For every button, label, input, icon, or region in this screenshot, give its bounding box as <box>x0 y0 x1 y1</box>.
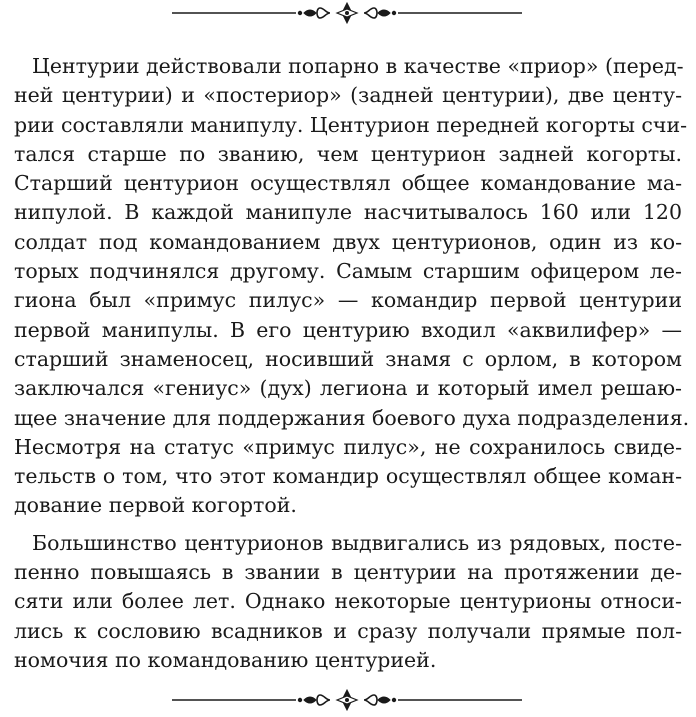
document-body <box>14 52 690 675</box>
paragraph-2 <box>14 529 682 675</box>
text-line: Несмотря на статус «примус пилус», не сохранилось свиде- <box>14 434 682 459</box>
text-line: тался старше по званию, чем центурион задней когорты. <box>14 141 682 166</box>
text-line: сяти или более лет. Однако некоторые центурионы относи- <box>14 589 682 614</box>
text-line: торых подчинялся другому. Самым старшим офицером ле- <box>14 259 682 284</box>
text-line: пенно повышаясь в звании в центурии на протяжении де- <box>14 560 682 585</box>
text-line: номочия по командованию центурией. <box>14 647 437 672</box>
text-line: рии составляли манипулу. Центурион передней когорты счи- <box>14 112 688 137</box>
text-line: щее значение для поддержания боевого духа подразделения. <box>14 405 690 430</box>
text-line: гиона был «примус пилус» — командир первой центурии <box>14 288 682 313</box>
paragraph-1 <box>14 52 690 521</box>
text-line: первой манипулы. В его центурию входил «аквилифер» — <box>14 317 682 342</box>
text-line: дование первой когортой. <box>14 493 297 518</box>
text-line: старший знаменосец, носивший знамя с орлом, в котором <box>14 346 682 371</box>
text-line: лись к сословию всадников и сразу получали прямые пол- <box>14 618 682 643</box>
text-line: заключался «гениус» (дух) легиона и который имел решаю- <box>14 376 682 401</box>
text-line: Старший центурион осуществлял общее командование ма- <box>14 171 682 196</box>
bottom-ornament-divider <box>0 687 696 717</box>
text-line: Центурии действовали попарно в качестве «приор» (перед- <box>32 54 684 78</box>
text-line: солдат под командованием двух центурионов, один из ко- <box>14 229 682 254</box>
fleuron-divider-icon <box>0 0 696 30</box>
text-line: Большинство центурионов выдвигались из рядовых, посте- <box>32 530 682 555</box>
text-line: нипулой. В каждой манипуле насчитывалось 160 или 120 <box>14 200 682 225</box>
text-line: тельств о том, что этот командир осуществлял общее коман- <box>14 464 682 489</box>
top-ornament-divider <box>0 0 696 30</box>
fleuron-divider-icon <box>0 687 696 717</box>
text-line: ней центурии) и «постериор» (задней центурии), две центу- <box>14 83 682 108</box>
